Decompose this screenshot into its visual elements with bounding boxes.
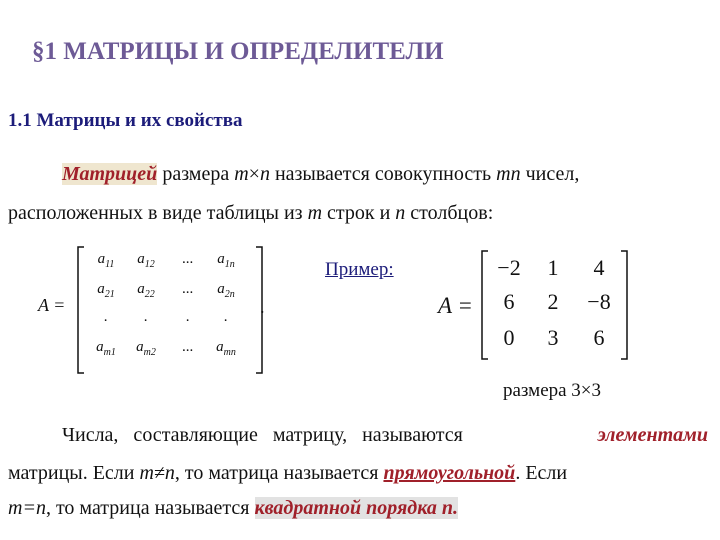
example-matrix-cell: −8 — [587, 289, 611, 314]
definition-line-1 — [62, 163, 579, 186]
general-matrix-cell: $a_{1n}$ — [217, 251, 235, 270]
var-mn: mn — [496, 163, 521, 185]
general-matrix-cell: $a_{12}$ — [137, 251, 155, 270]
para2-text-if2: . Если — [515, 462, 568, 484]
def-text-arranged: расположенных в виде таблицы из — [8, 202, 303, 224]
var-m: m — [234, 163, 249, 185]
var-m-rows: m — [307, 202, 323, 224]
example-matrix — [430, 245, 650, 365]
para2-line-3 — [8, 497, 458, 520]
def-text-numbers: чисел, — [525, 163, 580, 185]
term-square: квадратной порядка n. — [254, 497, 458, 519]
example-matrix-cell: −2 — [497, 255, 521, 280]
para2-text-numbers: Числа, составляющие матрицу, называются — [62, 424, 463, 446]
var-n-cols: n — [395, 202, 406, 224]
term-matrix: Матрицей — [62, 163, 158, 185]
example-matrix-cell: 2 — [547, 289, 559, 314]
term-rectangular: прямоугольной — [383, 462, 516, 484]
general-matrix-cell: $a_{m1}$ — [96, 339, 116, 358]
example-matrix-cell: 6 — [593, 325, 605, 350]
general-matrix — [8, 243, 298, 383]
example-label: Пример: — [325, 259, 394, 280]
section-subtitle: 1.1 Матрицы и их свойства — [8, 110, 243, 131]
example-matrix-cell: 0 — [503, 325, 515, 350]
general-matrix-cell: ... — [182, 281, 194, 297]
para2-text-if: матрицы. Если — [8, 462, 135, 484]
term-elements: элементами — [597, 424, 708, 446]
example-matrix-cell: 4 — [593, 255, 605, 280]
general-matrix-lhs: A = — [38, 295, 66, 315]
general-matrix-cell: . — [104, 309, 108, 325]
def-text-cols: столбцов: — [410, 202, 494, 224]
general-matrix-dot: . — [260, 297, 265, 317]
general-matrix-cell: $a_{mn}$ — [216, 339, 236, 358]
example-matrix-cell: 3 — [547, 325, 559, 350]
general-matrix-cell: $a_{22}$ — [137, 281, 155, 300]
general-matrix-cell: $a_{m2}$ — [136, 339, 156, 358]
general-matrix-cell: ... — [182, 339, 194, 355]
cond-m-neq-n: m≠n — [139, 462, 175, 484]
general-matrix-cell: ... — [182, 251, 194, 267]
general-matrix-cell: . — [224, 309, 228, 325]
var-n: n — [259, 163, 270, 185]
def-text-rows: строк и — [327, 202, 391, 224]
general-matrix-cell: $a_{11}$ — [97, 251, 115, 270]
general-matrix-cell: $a_{21}$ — [97, 281, 115, 300]
page-title: §1 МАТРИЦЫ И ОПРЕДЕЛИТЕЛИ — [32, 38, 444, 65]
example-matrix-cell: 6 — [503, 289, 515, 314]
def-text-size: размера — [162, 163, 230, 185]
para2-text-called2: , то матрица называется — [45, 497, 250, 519]
example-matrix-lhs: A = — [438, 293, 473, 318]
definition-line-2 — [8, 202, 493, 225]
times-sign: × — [248, 163, 260, 185]
para2-text-called: , то матрица называется — [174, 462, 379, 484]
general-matrix-cell: . — [144, 309, 148, 325]
cond-m-eq-n: m=n — [8, 497, 46, 519]
para2-line-1 — [62, 424, 708, 447]
general-matrix-cell: $a_{2n}$ — [217, 281, 235, 300]
example-size-label: размера 3×3 — [503, 380, 602, 401]
def-text-called: называется совокупность — [274, 163, 492, 185]
para2-line-2 — [8, 462, 567, 485]
example-matrix-cell: 1 — [547, 255, 559, 280]
general-matrix-cell: . — [186, 309, 190, 325]
